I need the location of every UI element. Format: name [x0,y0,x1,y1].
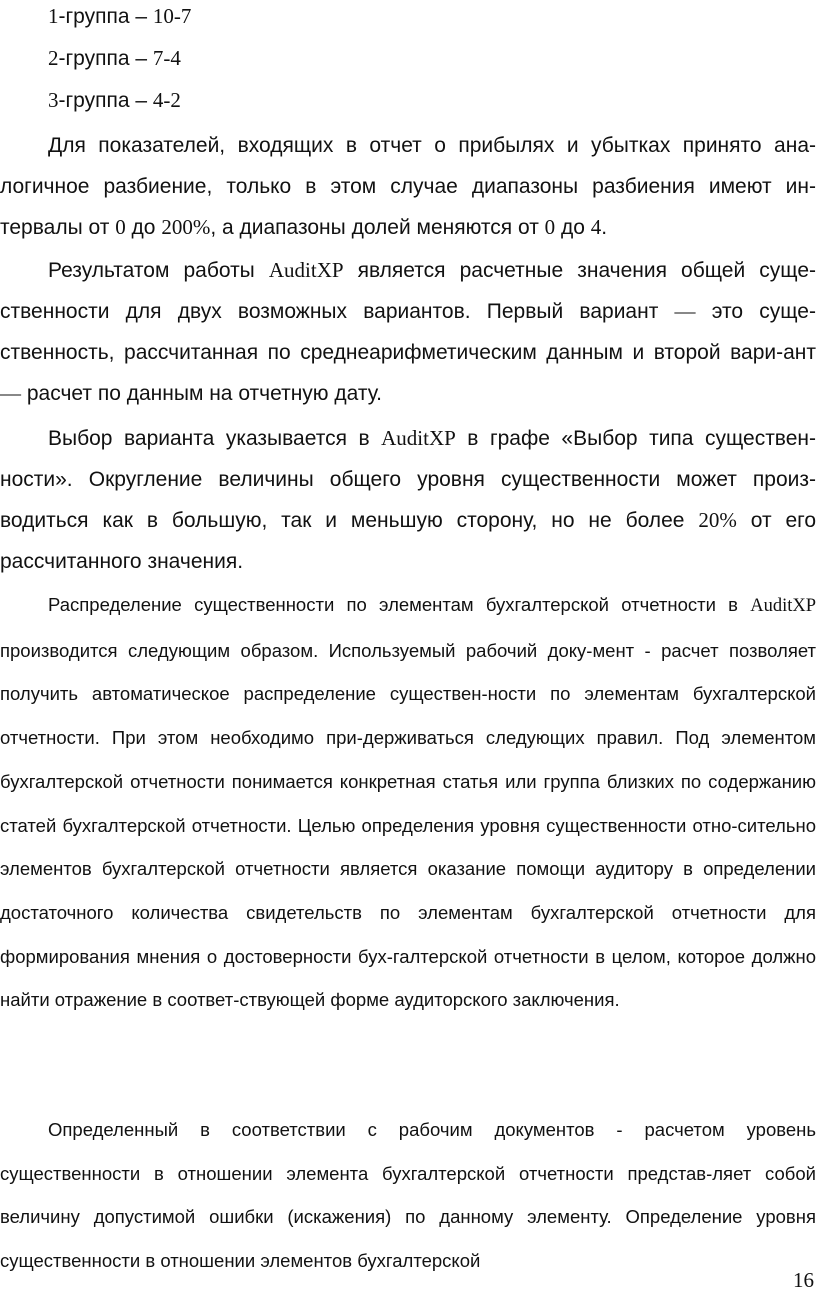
paragraph-distribution [0,583,816,1022]
group-range: 10-7 [152,4,192,28]
product-name: AuditXP [268,258,344,282]
text: производится следующим образом. Используемый рабочий доку-мент - расчет позволяет получить автоматическое распределение существен-ности по элементам бухгалтерской отчетности. При этом необходимо при-держиваться следующих правил. Под элементом бухгалтерской отчетности понимается конкретная статья или группа близких по содержанию статей бухгалтерской отчетности. Целью определения уровня существенности отно-сительно элементов бухгалтерской отчетности является оказание помощи аудитору в определении достаточного количества свидетельств по элементам бухгалтерской отчетности для формирования мнения о достоверности бух-галтерской отчетности в целом, которое должно найти отражение в соответ-ствующей форме аудиторского заключения. [0,639,816,1011]
text: до [555,216,591,239]
text: это суще-ственность, рассчитанная по среднеарифметическим данным и второй вари-ант [0,300,816,364]
dash: — [0,381,21,405]
group-label: -группа – [58,89,153,112]
text: до [125,216,162,239]
number: 200% [161,215,211,239]
group-line-2 [48,45,181,72]
group-number: 3 [48,88,59,112]
group-label: -группа – [58,47,153,70]
group-label: -группа – [58,5,153,28]
group-number: 1 [48,4,59,28]
text: Распределение существенности по элементам бухгалтерской отчетности в [48,594,751,615]
text: , а диапазоны долей меняются от [210,216,545,239]
text: . [601,216,608,239]
group-line-1 [48,3,191,30]
dash: — [674,299,696,323]
text: является расчетные значения общей суще-ственности для двух возможных вариантов. Первый вариант [0,259,816,323]
paragraph-element-materiality [0,1108,816,1283]
product-name: AuditXP [381,426,456,450]
text: Выбор варианта указывается в [48,427,382,450]
paragraph-variant-choice [0,418,816,582]
paragraph-auditxp-result [0,250,816,414]
text: Определенный в соответствии с рабочим документов - расчетом уровень существенности в отношении элемента бухгалтерской отчетности представ-ляет собой величину допустимой ошибки (искажения) по данному элементу. Определение уровня существенности в отношении элементов бухгалтерской [0,1119,816,1272]
group-range: 4-2 [152,88,181,112]
number: 20% [698,508,737,532]
number: 0 [115,215,126,239]
product-name: AuditXP [750,596,816,616]
text: от его рассчитанного значения. [0,509,816,573]
group-number: 2 [48,46,59,70]
text: Для показателей, входящих в отчет о прибылях и убытках принято ана-логичное разбиение, только в этом случае диапазоны разбиения имеют ин-тервалы от [0,134,816,239]
number: 4 [590,215,602,239]
group-range: 7-4 [152,46,181,70]
text: Результатом работы [48,259,269,282]
paragraph-income-statement [0,125,816,248]
group-line-3 [48,87,181,114]
text: расчет по данным на отчетную дату. [21,382,382,405]
text: в графе «Выбор типа существен-ности». Округление величины общего уровня существенности может произ-водиться как в большую, так и меньшую сторону, но не более [0,427,816,532]
number: 0 [544,215,556,239]
page-number: 16 [793,1268,814,1292]
